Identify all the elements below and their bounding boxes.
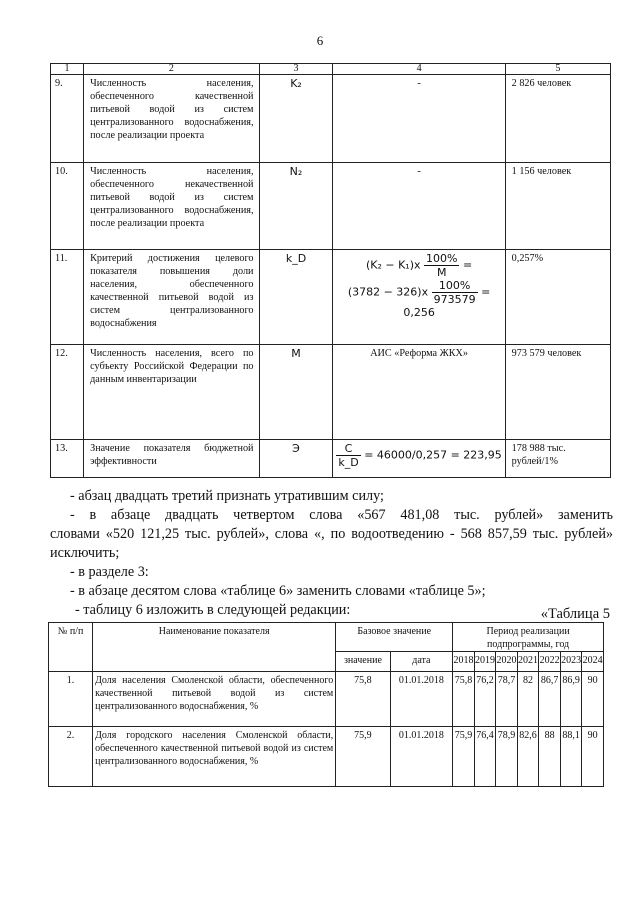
row-name: Численность населения, всего по субъекту Российской Федерации по данным инвентаризации bbox=[84, 345, 259, 440]
fraction bbox=[424, 252, 459, 279]
fraction-numerator: C bbox=[336, 442, 360, 456]
table-row bbox=[51, 345, 611, 440]
indicators-table bbox=[50, 63, 611, 478]
paragraph: словами «520 121,25 тыс. рублей», слова «, по водоотведению - 568 857,59 тыс. рублей» исключить; bbox=[50, 526, 613, 561]
header-cell: Наименование показателя bbox=[93, 623, 336, 672]
row-formula bbox=[333, 250, 505, 345]
row-name: Критерий достижения целевого показателя повышения доли населения, обеспеченного качественной питьевой водой из систем централизованного водоснабжения bbox=[84, 250, 259, 345]
row-symbol: K₂ bbox=[259, 75, 333, 163]
header-cell: дата bbox=[390, 652, 453, 672]
formula-line-2 bbox=[333, 279, 504, 306]
year-value: 78,7 bbox=[496, 672, 518, 727]
row-symbol: Э bbox=[259, 440, 333, 478]
year-value: 90 bbox=[582, 672, 604, 727]
year-value: 88,1 bbox=[560, 727, 582, 787]
header-cell: 1 bbox=[51, 64, 84, 75]
fraction-denominator: M bbox=[436, 266, 447, 279]
formula-part: (3782 − 326)x bbox=[347, 285, 429, 299]
row-base-value: 75,8 bbox=[336, 672, 390, 727]
row-number: 13. bbox=[51, 440, 84, 478]
table-row bbox=[49, 727, 604, 787]
header-cell: 4 bbox=[333, 64, 505, 75]
table-row bbox=[51, 250, 611, 345]
year-value: 86,9 bbox=[560, 672, 582, 727]
row-name: Численность населения, обеспеченного некачественной питьевой водой из систем централизованного водоснабжения, после реализации проекта bbox=[84, 163, 259, 250]
formula-part: = bbox=[462, 258, 473, 272]
paragraph: - таблицу 6 изложить в следующей редакции: bbox=[75, 602, 351, 618]
year-header: 2019 bbox=[474, 652, 496, 672]
fraction-denominator: k_D bbox=[338, 456, 359, 469]
paragraph: - в разделе 3: bbox=[70, 564, 149, 580]
table-header-row bbox=[49, 623, 604, 652]
year-value: 82,6 bbox=[517, 727, 539, 787]
paragraph: - абзац двадцать третий признать утратившим силу; bbox=[70, 488, 384, 504]
row-number: 2. bbox=[49, 727, 93, 787]
table-header-row bbox=[51, 64, 611, 75]
row-formula: - bbox=[333, 75, 505, 163]
row-value: 2 826 человек bbox=[505, 75, 610, 163]
year-value: 78,9 bbox=[496, 727, 518, 787]
header-cell: 5 bbox=[505, 64, 610, 75]
year-value: 82 bbox=[517, 672, 539, 727]
row-value: 178 988 тыс. рублей/1% bbox=[505, 440, 610, 478]
fraction-numerator: 100% bbox=[432, 279, 478, 293]
year-header: 2024 bbox=[582, 652, 604, 672]
row-symbol: k_D bbox=[259, 250, 333, 345]
year-value: 75,8 bbox=[453, 672, 475, 727]
year-header: 2018 bbox=[453, 652, 475, 672]
formula-result: 0,256 bbox=[403, 306, 435, 319]
year-header: 2020 bbox=[496, 652, 518, 672]
page-number: 6 bbox=[316, 33, 324, 48]
row-value: 0,257% bbox=[505, 250, 610, 345]
table-caption: «Таблица 5 bbox=[540, 606, 610, 622]
row-base-value: 75,9 bbox=[336, 727, 390, 787]
row-name: Доля населения Смоленской области, обеспеченного качественной питьевой водой из систем централизованного водоснабжения, % bbox=[93, 672, 336, 727]
header-cell: 2 bbox=[84, 64, 259, 75]
header-cell: Базовое значение bbox=[336, 623, 453, 652]
fraction-denominator: 973579 bbox=[433, 293, 476, 306]
row-formula: АИС «Реформа ЖКХ» bbox=[333, 345, 505, 440]
header-cell: № п/п bbox=[49, 623, 93, 672]
row-number: 9. bbox=[51, 75, 84, 163]
row-number: 11. bbox=[51, 250, 84, 345]
row-value: 973 579 человек bbox=[505, 345, 610, 440]
paragraph: - в абзаце десятом слова «таблице 6» заменить словами «таблице 5»; bbox=[70, 583, 486, 599]
formula-line-1 bbox=[333, 252, 504, 279]
row-name: Доля городского населения Смоленской области, обеспеченного качественной питьевой водой из систем централизованного водоснабжения, % bbox=[93, 727, 336, 787]
row-formula bbox=[333, 440, 505, 478]
year-header: 2021 bbox=[517, 652, 539, 672]
formula-part: (K₂ − K₁)x bbox=[365, 258, 421, 272]
row-number: 12. bbox=[51, 345, 84, 440]
fraction bbox=[336, 442, 360, 469]
year-value: 90 bbox=[582, 727, 604, 787]
row-number: 10. bbox=[51, 163, 84, 250]
year-value: 88 bbox=[539, 727, 561, 787]
row-base-date: 01.01.2018 bbox=[390, 672, 453, 727]
year-header: 2022 bbox=[539, 652, 561, 672]
table-row bbox=[51, 75, 611, 163]
row-symbol: N₂ bbox=[259, 163, 333, 250]
header-cell: 3 bbox=[259, 64, 333, 75]
row-symbol: M bbox=[259, 345, 333, 440]
row-name: Численность населения, обеспеченного качественной питьевой водой из систем централизованного водоснабжения, после реализации проекта bbox=[84, 75, 259, 163]
year-value: 76,4 bbox=[474, 727, 496, 787]
header-cell: Период реализации подпрограммы, год bbox=[453, 623, 604, 652]
table-row bbox=[51, 163, 611, 250]
paragraph: - в абзаце двадцать четвертом слова «567 481,08 тыс. рублей» заменить bbox=[70, 507, 613, 523]
formula-part: = bbox=[481, 285, 491, 299]
year-value: 75,9 bbox=[453, 727, 475, 787]
table-row bbox=[49, 672, 604, 727]
row-base-date: 01.01.2018 bbox=[390, 727, 453, 787]
indicators-by-year-table bbox=[48, 622, 604, 787]
row-name: Значение показателя бюджетной эффективности bbox=[84, 440, 259, 478]
year-value: 86,7 bbox=[539, 672, 561, 727]
header-cell: значение bbox=[336, 652, 390, 672]
row-value: 1 156 человек bbox=[505, 163, 610, 250]
fraction bbox=[432, 279, 478, 306]
year-value: 76,2 bbox=[474, 672, 496, 727]
table-row bbox=[51, 440, 611, 478]
formula-part: = 46000/0,257 = 223,95 bbox=[364, 448, 502, 462]
fraction-numerator: 100% bbox=[426, 252, 458, 265]
row-number: 1. bbox=[49, 672, 93, 727]
row-formula: - bbox=[333, 163, 505, 250]
year-header: 2023 bbox=[560, 652, 582, 672]
